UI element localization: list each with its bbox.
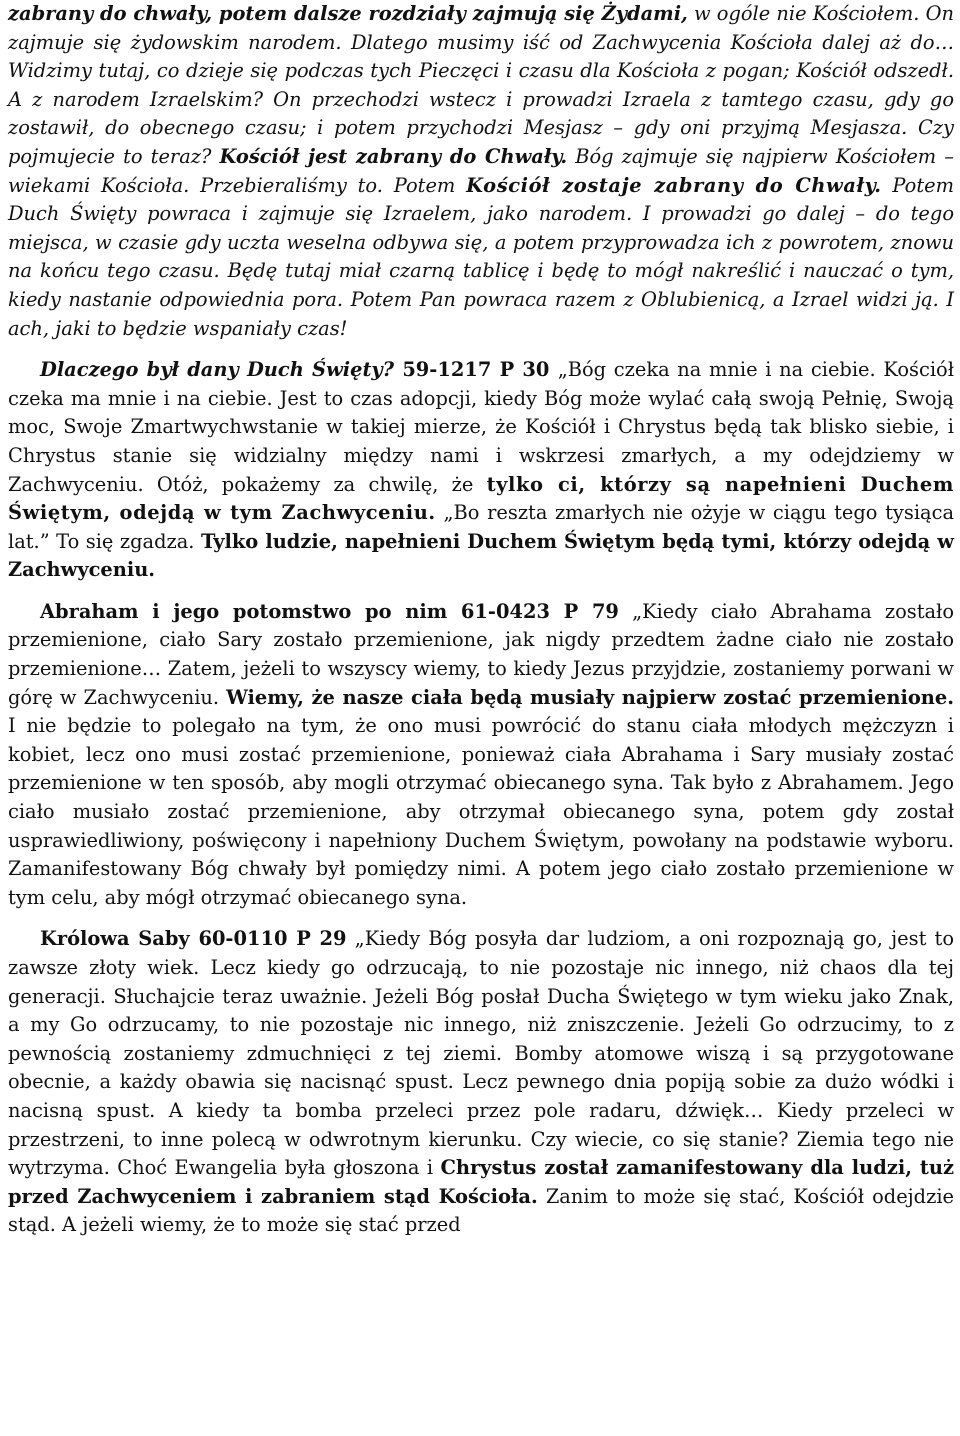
paragraph-holy-spirit-given: [8, 356, 954, 585]
paragraph-queen-of-sheba: [8, 925, 954, 1240]
quote-source-title: Abraham i jego potomstwo po nim 61-0423 P 79: [40, 599, 619, 623]
text-segment: Potem Duch Święty powraca i zajmuje się Izraelem, jako narodem. I prowadzi go dalej – do tego miejsca, w czasie gdy uczta weselna odbywa się, a potem przyprowadza ich z powrotem, znowu na końcu tego czasu. Będę tutaj miał czarną tablicę i będę to mógł nakreślić i nauczać o tym, kiedy nastanie odpowiednia pora. Potem Pan powraca razem z Oblubienicą, a Izrael widzi ją. I ach, jaki to będzie wspaniały czas!: [8, 173, 954, 340]
paragraph-abraham: [8, 598, 954, 913]
text-segment: Wiemy, że nasze ciała będą musiały najpierw zostać przemienione.: [226, 685, 954, 709]
text-segment: Kościół zostaje zabrany do Chwały.: [466, 173, 882, 197]
quote-source-title: Królowa Saby 60-0110 P 29: [40, 927, 347, 951]
text-segment: „Kiedy ciało Abrahama zostało przemienione, ciało Sary zostało przemienione, jak nigdy przedtem żadne ciało nie zostało przemienione… Zatem, jeżeli to wszyscy wiemy, to kiedy Jezus przyjdzie, zostaniemy porwani w górę w Zachwyceniu.: [8, 599, 955, 709]
text-segment: Zanim to może się stać, Kościół odejdzie stąd. A jeżeli wiemy, że to może się stać przed: [8, 1184, 954, 1237]
quote-reference: 59-1217 P 30: [394, 358, 558, 382]
paragraph-rapture-israel: [8, 0, 954, 343]
text-segment: Chrystus został zamanifestowany dla ludzi, tuż przed Zachwyceniem i zabraniem stąd Kościoła.: [8, 1156, 954, 1208]
text-segment: Tylko ludzie, napełnieni Duchem Świętym będą tymi, którzy odejdą w Zachwyceniu.: [8, 529, 955, 582]
text-segment: w ogóle nie Kościołem. On zajmuje się żydowskim narodem. Dlatego musimy iść od Zachwycenia Kościoła dalej aż do… Widzimy tutaj, co dzieje się podczas tych Pieczęci i czasu dla Kościoła z pogan; Kościół odszedł. A z narodem Izraelskim? On przechodzi wstecz i prowadzi Izraela z tamtego czasu, gdy go zostawił, do obecnego czasu; i potem przychodzi Mesjasz – gdy oni przyjmą Mesjasza. Czy pojmujecie to teraz?: [8, 2, 954, 168]
quote-source-title: Dlaczego był dany Duch Święty?: [40, 358, 395, 382]
text-segment: „Kiedy Bóg posyła dar ludziom, a oni rozpoznają go, jest to zawsze złoty wiek. Lecz kiedy go odrzucają, to nie pozostaje nic innego, niż chaos dla tej generacji. Słuchajcie teraz uważnie. Jeżeli Bóg posłał Ducha Świętego w tym wieku jako Znak, a my Go odrzucamy, to nie pozostaje nic innego, niż zniszczenie. Jeżeli Go odrzucimy, to z pewnością zostaniemy zdmuchnięci z tej ziemi. Bomby atomowe wiszą i są przygotowane obecnie, a każdy obawia się nacisnąć spust. Lecz pewnego dnia popiją sobie za dużo wódki i nacisną spust. A kiedy ta bomba przeleci przez pole radaru, dźwięk… Kiedy przeleci w przestrzeni, to inne polecą w odwrotnym kierunku. Czy wiecie, co się stanie? Ziemia tego nie wytrzyma. Choć Ewangelia była głoszona i: [8, 927, 954, 1180]
text-segment: Bóg zajmuje się najpierw Kościołem – wiekami Kościoła. Przebieraliśmy to. Potem: [8, 144, 954, 197]
text-segment: „Bóg czeka na mnie i na ciebie. Kościół czeka ma mnie i na ciebie. Jest to czas adopcji, kiedy Bóg może wylać całą swoją Pełnię, Swoją moc, Swoje Zmartwychwstanie w takiej mierze, że Kościół i Chrystus będą tak blisko siebie, i Chrystus stanie się widzialny między nami i wskrzesi zmarłych, a my odejdziemy w Zachwyceniu. Otóż, pokażemy za chwilę, że: [8, 358, 954, 496]
text-segment: zabrany do chwały, potem dalsze rozdziały zajmują się Żydami,: [8, 2, 688, 25]
text-segment: tylko ci, którzy są napełnieni Duchem Świętym, odejdą w tym Zachwyceniu.: [8, 472, 954, 525]
text-segment: Kościół jest zabrany do Chwały.: [219, 144, 568, 168]
text-segment: I nie będzie to polegało na tym, że ono musi powrócić do stanu ciała młodych mężczyzn i kobiet, lecz ono musi zostać przemienione, ponieważ ciała Abrahama i Sary musiały zostać przemienione w ten sposób, aby mogli otrzymać obiecanego syna. Tak było z Abrahamem. Jego ciało musiało zostać przemienione, aby otrzymał obiecanego syna, potem gdy został usprawiedliwiony, poświęcony i napełniony Duchem Świętym, powołany na podstawie wyboru. Zamanifestowany Bóg chwały był pomiędzy nimi. A potem jego ciało zostało przemienione w tym celu, aby mógł otrzymać obiecanego syna.: [8, 714, 954, 909]
text-segment: „Bo reszta zmarłych nie ożyje w ciągu tego tysiąca lat.” To się zgadza.: [8, 501, 954, 553]
